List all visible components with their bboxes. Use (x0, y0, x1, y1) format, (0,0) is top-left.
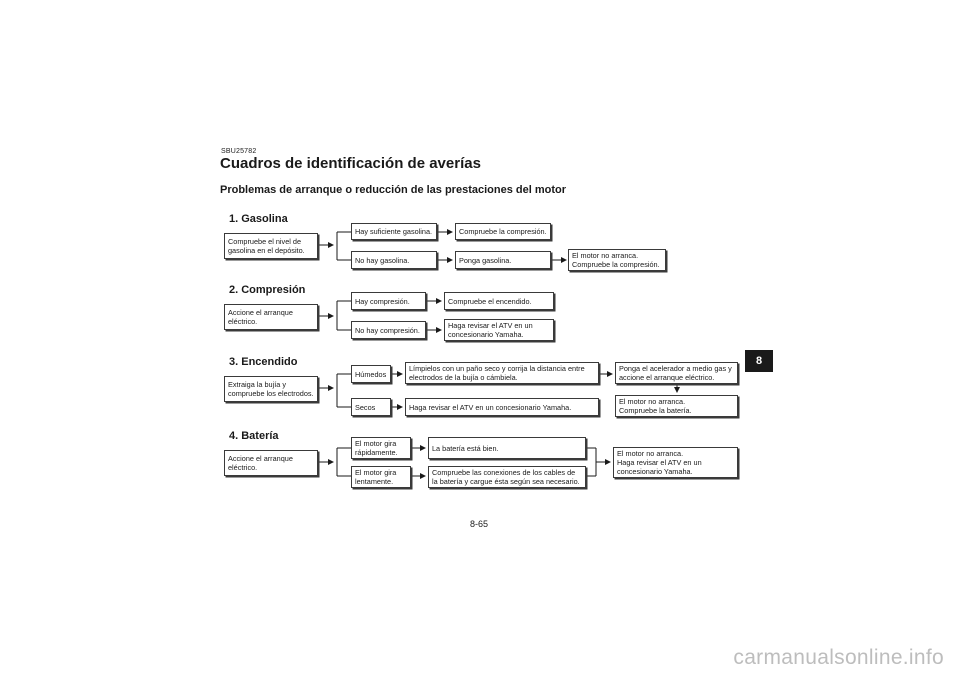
flow-box: Haga revisar el ATV en un concesionario Yamaha. (405, 398, 599, 416)
flow-box-start: Extraiga la bujía y compruebe los electrodos. (224, 376, 318, 402)
section-heading-compresion: 2. Compresión (229, 284, 306, 296)
flow-box-end: El motor no arranca. Compruebe la compresión. (568, 249, 666, 271)
page-subtitle: Problemas de arranque o reducción de las prestaciones del motor (220, 184, 566, 196)
flow-box: Compruebe el encendido. (444, 292, 554, 310)
flow-box-end: El motor no arranca. Haga revisar el ATV en un concesionario Yamaha. (613, 447, 738, 478)
flow-box: El motor gira rápidamente. (351, 437, 411, 459)
page-number: 8-65 (470, 519, 489, 529)
flow-box: Ponga el acelerador a medio gas y accione el arranque eléctrico. (615, 362, 738, 384)
flow-box: No hay compresión. (351, 321, 426, 339)
flow-box: El motor gira lentamente. (351, 466, 411, 488)
flow-box: Hay suficiente gasolina. (351, 223, 437, 240)
flow-box-start: Accione el arranque eléctrico. (224, 304, 318, 330)
flow-box: Húmedos (351, 365, 391, 383)
flow-box: Haga revisar el ATV en un concesionario Yamaha. (444, 319, 554, 341)
flow-box: Secos (351, 398, 391, 416)
chapter-tab: 8 (745, 350, 773, 372)
flow-box: Ponga gasolina. (455, 251, 551, 269)
flow-box: Límpielos con un paño seco y corrija la distancia entre electrodos de la bujía o cámbiela. (405, 362, 599, 384)
section-code: SBU25782 (221, 148, 257, 155)
flow-box: No hay gasolina. (351, 251, 437, 269)
flow-box-start: Compruebe el nivel de gasolina en el depósito. (224, 233, 318, 259)
flow-box-end: El motor no arranca. Compruebe la batería. (615, 395, 738, 417)
section-heading-bateria: 4. Batería (229, 430, 279, 442)
watermark: carmanualsonline.info (733, 646, 944, 669)
flow-box: La batería está bien. (428, 437, 586, 459)
section-heading-encendido: 3. Encendido (229, 356, 298, 368)
section-heading-gasolina: 1. Gasolina (229, 213, 288, 225)
flow-box: Compruebe la compresión. (455, 223, 551, 240)
flow-box: Compruebe las conexiones de los cables de la batería y cargue ésta según sea necesario. (428, 466, 586, 488)
flow-box: Hay compresión. (351, 292, 426, 310)
flow-box-start: Accione el arranque eléctrico. (224, 450, 318, 476)
page-title: Cuadros de identificación de averías (220, 155, 481, 172)
